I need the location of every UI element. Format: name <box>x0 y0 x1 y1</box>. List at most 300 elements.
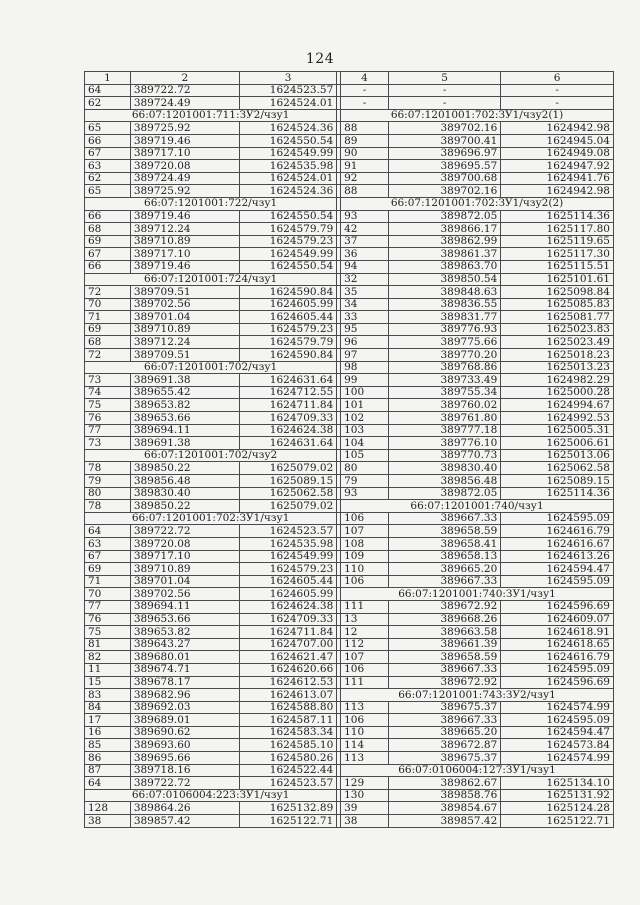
point-number: 80 <box>341 462 389 475</box>
point-number: 128 <box>85 802 131 815</box>
point-number: 66 <box>85 210 131 223</box>
coordinate-y: 1624523.57 <box>239 777 336 790</box>
coordinate-y: 1624573.84 <box>501 739 614 752</box>
coordinate-x: 389665.20 <box>388 726 500 739</box>
coordinate-x: 389701.04 <box>130 575 239 588</box>
coordinate-x: 389861.37 <box>388 248 500 261</box>
coordinate-x: 389667.33 <box>388 512 500 525</box>
coordinate-y: 1624707.00 <box>239 638 336 651</box>
table-row <box>85 386 614 399</box>
coordinate-x: 389733.49 <box>388 374 500 387</box>
coordinate-x: 389864.26 <box>130 802 239 815</box>
table-row <box>85 286 614 299</box>
point-number: 65 <box>85 122 131 135</box>
point-number: 75 <box>85 626 131 639</box>
point-number: 66 <box>85 260 131 273</box>
point-number: 87 <box>85 764 131 777</box>
point-number: 76 <box>85 613 131 626</box>
point-number: - <box>341 97 389 110</box>
table-row <box>85 449 614 462</box>
coordinate-x: 389682.96 <box>130 689 239 702</box>
point-number: 73 <box>85 374 131 387</box>
point-number: 76 <box>85 412 131 425</box>
point-number: 110 <box>341 726 389 739</box>
point-number: 13 <box>341 613 389 626</box>
point-number: 69 <box>85 323 131 336</box>
coordinate-x: 389712.24 <box>130 223 239 236</box>
point-number: 89 <box>341 134 389 147</box>
coordinate-y: 1624620.66 <box>239 663 336 676</box>
coordinate-y: 1624982.29 <box>501 374 614 387</box>
coordinate-y: 1624605.44 <box>239 311 336 324</box>
coordinate-x: 389700.68 <box>388 172 500 185</box>
coordinate-y: 1625000.28 <box>501 386 614 399</box>
coordinate-y: 1625089.15 <box>501 475 614 488</box>
coordinate-x: 389755.34 <box>388 386 500 399</box>
coordinate-y: 1624524.36 <box>239 122 336 135</box>
cadastral-section-title: 66:07:1201001:711:ЗУ2/чзу1 <box>85 109 337 122</box>
point-number: 64 <box>85 777 131 790</box>
table-row <box>85 399 614 412</box>
coordinate-x: 389775.66 <box>388 336 500 349</box>
coordinate-y: 1625131.92 <box>501 789 614 802</box>
coordinate-x: 389850.54 <box>388 273 500 286</box>
point-number: 110 <box>341 563 389 576</box>
coordinate-x: 389850.22 <box>130 462 239 475</box>
coordinate-y: 1625005.31 <box>501 424 614 437</box>
coordinate-y: 1624992.53 <box>501 412 614 425</box>
coordinate-x: 389672.92 <box>388 600 500 613</box>
coordinate-x: 389694.11 <box>130 424 239 437</box>
point-number: 11 <box>85 663 131 676</box>
coordinate-y: 1624945.04 <box>501 134 614 147</box>
coordinate-y: 1625006.61 <box>501 437 614 450</box>
point-number: 106 <box>341 575 389 588</box>
point-number: 96 <box>341 336 389 349</box>
column-header: 5 <box>388 72 500 85</box>
coordinate-y: 1624618.65 <box>501 638 614 651</box>
coordinate-x: 389719.46 <box>130 210 239 223</box>
table-row <box>85 663 614 676</box>
coordinate-x: 389856.48 <box>388 475 500 488</box>
table-row <box>85 160 614 173</box>
table-row <box>85 97 614 110</box>
coordinate-x: 389674.71 <box>130 663 239 676</box>
table-row <box>85 537 614 550</box>
point-number: 74 <box>85 386 131 399</box>
point-number: 98 <box>341 361 389 374</box>
point-number: 17 <box>85 714 131 727</box>
cadastral-section-title: 66:07:1201001:702/чзу1 <box>85 361 337 374</box>
coordinate-y: 1624605.99 <box>239 588 336 601</box>
table-row <box>85 714 614 727</box>
point-number: 91 <box>341 160 389 173</box>
table-row <box>85 500 614 513</box>
coordinate-y: 1625115.51 <box>501 260 614 273</box>
point-number: 72 <box>85 286 131 299</box>
table-row <box>85 525 614 538</box>
coordinate-x: 389653.82 <box>130 626 239 639</box>
coordinate-x: 389724.49 <box>130 172 239 185</box>
table-row <box>85 789 614 802</box>
point-number: 93 <box>341 487 389 500</box>
point-number: 88 <box>341 122 389 135</box>
point-number: 64 <box>85 84 131 97</box>
point-number: 38 <box>341 815 389 828</box>
coordinate-y: 1624942.98 <box>501 122 614 135</box>
table-row <box>85 311 614 324</box>
point-number: 16 <box>85 726 131 739</box>
coordinate-x: 389862.99 <box>388 235 500 248</box>
coordinate-x: 389709.51 <box>130 286 239 299</box>
coordinate-y: 1624941.76 <box>501 172 614 185</box>
coordinate-y: 1624613.07 <box>239 689 336 702</box>
table-row <box>85 764 614 777</box>
cadastral-section-title: 66:07:1201001:740:ЗУ1/чзу1 <box>341 588 614 601</box>
coordinate-x: 389663.58 <box>388 626 500 639</box>
point-number: 113 <box>341 752 389 765</box>
coordinate-x: 389857.42 <box>388 815 500 828</box>
table-row <box>85 550 614 563</box>
coordinate-x: 389854.67 <box>388 802 500 815</box>
coordinate-y: 1624595.09 <box>501 714 614 727</box>
point-number: 12 <box>341 626 389 639</box>
cadastral-section-title: 66:07:1201001:740/чзу1 <box>341 500 614 513</box>
point-number: 106 <box>341 663 389 676</box>
table-row <box>85 323 614 336</box>
coordinate-x: 389692.03 <box>130 701 239 714</box>
coordinate-y: 1624949.08 <box>501 147 614 160</box>
coordinate-y: 1624580.26 <box>239 752 336 765</box>
point-number: 73 <box>85 437 131 450</box>
column-header: 2 <box>130 72 239 85</box>
coordinate-y: 1625023.83 <box>501 323 614 336</box>
coordinate-x: 389702.56 <box>130 298 239 311</box>
table-row <box>85 134 614 147</box>
table-header-row <box>85 72 614 85</box>
coordinate-x: 389856.48 <box>130 475 239 488</box>
coordinate-y: 1624590.84 <box>239 349 336 362</box>
point-number: 33 <box>341 311 389 324</box>
point-number: 92 <box>341 172 389 185</box>
table-row <box>85 815 614 828</box>
point-number: 62 <box>85 97 131 110</box>
coordinate-y: 1624712.55 <box>239 386 336 399</box>
table-row <box>85 726 614 739</box>
coordinate-y: 1625062.58 <box>239 487 336 500</box>
point-number: 93 <box>341 210 389 223</box>
coordinate-x: 389717.10 <box>130 248 239 261</box>
coordinate-x: 389717.10 <box>130 147 239 160</box>
coordinate-y: 1625122.71 <box>501 815 614 828</box>
point-number: 86 <box>85 752 131 765</box>
coordinate-y: 1624605.44 <box>239 575 336 588</box>
point-number: - <box>341 84 389 97</box>
coordinate-x: 389667.33 <box>388 663 500 676</box>
point-number: 114 <box>341 739 389 752</box>
coordinate-y: 1624631.64 <box>239 437 336 450</box>
point-number: 62 <box>85 172 131 185</box>
coordinate-x: 389693.60 <box>130 739 239 752</box>
coordinate-x: 389691.38 <box>130 437 239 450</box>
point-number: 67 <box>85 550 131 563</box>
table-row <box>85 223 614 236</box>
coordinate-x: 389872.05 <box>388 487 500 500</box>
table-row <box>85 462 614 475</box>
coordinate-x: 389760.02 <box>388 399 500 412</box>
coordinate-y: 1625122.71 <box>239 815 336 828</box>
coordinate-y: 1624579.79 <box>239 336 336 349</box>
table-row <box>85 626 614 639</box>
coordinate-y: 1624609.07 <box>501 613 614 626</box>
point-number: 71 <box>85 575 131 588</box>
point-number: 71 <box>85 311 131 324</box>
coordinate-x: 389830.40 <box>388 462 500 475</box>
coordinate-x: 389653.66 <box>130 613 239 626</box>
coordinate-y: 1624524.36 <box>239 185 336 198</box>
table-row <box>85 802 614 815</box>
coordinate-y: 1624596.69 <box>501 676 614 689</box>
point-number: 66 <box>85 134 131 147</box>
coordinate-y: 1624596.69 <box>501 600 614 613</box>
table-row <box>85 374 614 387</box>
coordinate-x: - <box>388 97 500 110</box>
coordinate-y: 1624587.11 <box>239 714 336 727</box>
coordinate-x: 389724.49 <box>130 97 239 110</box>
point-number: 36 <box>341 248 389 261</box>
coordinate-y: 1625119.65 <box>501 235 614 248</box>
point-number: 88 <box>341 185 389 198</box>
point-number: 63 <box>85 537 131 550</box>
point-number: 79 <box>85 475 131 488</box>
point-number: 100 <box>341 386 389 399</box>
point-number: 107 <box>341 651 389 664</box>
coordinate-x: 389720.08 <box>130 160 239 173</box>
coordinate-y: 1624535.98 <box>239 160 336 173</box>
point-number: 83 <box>85 689 131 702</box>
coordinate-y: 1624524.01 <box>239 172 336 185</box>
coordinate-y: 1625023.49 <box>501 336 614 349</box>
coordinate-x: 389862.67 <box>388 777 500 790</box>
table-row <box>85 437 614 450</box>
coordinate-y: 1624709.33 <box>239 412 336 425</box>
coordinate-y: 1625098.84 <box>501 286 614 299</box>
point-number: 113 <box>341 701 389 714</box>
coordinate-x: 389695.57 <box>388 160 500 173</box>
coordinate-y: 1624550.54 <box>239 210 336 223</box>
point-number: 101 <box>341 399 389 412</box>
point-number: 85 <box>85 739 131 752</box>
coordinate-y: 1625079.02 <box>239 462 336 475</box>
coordinate-x: 389655.42 <box>130 386 239 399</box>
coordinate-x: 389643.27 <box>130 638 239 651</box>
coordinate-y: 1624595.09 <box>501 512 614 525</box>
coordinate-y: 1624612.53 <box>239 676 336 689</box>
coordinate-y: 1625013.06 <box>501 449 614 462</box>
table-row <box>85 752 614 765</box>
coordinate-x: 389672.87 <box>388 739 500 752</box>
coordinate-y: 1624585.10 <box>239 739 336 752</box>
coordinate-x: 389722.72 <box>130 777 239 790</box>
table-row <box>85 424 614 437</box>
point-number: 81 <box>85 638 131 651</box>
point-number: 68 <box>85 336 131 349</box>
table-row <box>85 638 614 651</box>
cadastral-section-title: 66:07:0106004:127:ЗУ1/чзу1 <box>341 764 614 777</box>
coordinate-y: 1625134.10 <box>501 777 614 790</box>
coordinate-y: 1625079.02 <box>239 500 336 513</box>
coordinate-x: 389691.38 <box>130 374 239 387</box>
coordinate-y: 1625085.83 <box>501 298 614 311</box>
point-number: 108 <box>341 537 389 550</box>
coordinate-x: 389725.92 <box>130 122 239 135</box>
coordinate-y: 1624595.09 <box>501 663 614 676</box>
coordinate-x: 389658.41 <box>388 537 500 550</box>
coordinate-y: 1624549.99 <box>239 248 336 261</box>
point-number: 63 <box>85 160 131 173</box>
coordinate-x: 389830.40 <box>130 487 239 500</box>
table-row <box>85 412 614 425</box>
column-header: 6 <box>501 72 614 85</box>
point-number: 105 <box>341 449 389 462</box>
coordinate-x: 389836.55 <box>388 298 500 311</box>
coordinate-y: 1625018.23 <box>501 349 614 362</box>
coordinate-y: 1625081.77 <box>501 311 614 324</box>
table-row <box>85 122 614 135</box>
coordinate-x: 389702.56 <box>130 588 239 601</box>
point-number: 90 <box>341 147 389 160</box>
coordinate-y: 1624595.09 <box>501 575 614 588</box>
coordinate-y: 1624579.23 <box>239 563 336 576</box>
table-row <box>85 349 614 362</box>
coordinate-x: 389658.13 <box>388 550 500 563</box>
point-number: 95 <box>341 323 389 336</box>
cadastral-section-title: 66:07:1201001:743:ЗУ2/чзу1 <box>341 689 614 702</box>
table-row <box>85 197 614 210</box>
table-row <box>85 575 614 588</box>
coordinate-x: - <box>388 84 500 97</box>
point-number: 80 <box>85 487 131 500</box>
point-number: 94 <box>341 260 389 273</box>
point-number: 72 <box>85 349 131 362</box>
table-row <box>85 600 614 613</box>
point-number: 67 <box>85 248 131 261</box>
coordinate-x: 389712.24 <box>130 336 239 349</box>
table-row <box>85 651 614 664</box>
cadastral-section-title: 66:07:1201001:702:ЗУ1/чзу1 <box>85 512 337 525</box>
coordinate-x: 389776.10 <box>388 437 500 450</box>
coordinate-y: 1624624.38 <box>239 424 336 437</box>
coordinate-x: 389761.80 <box>388 412 500 425</box>
coordinates-table <box>84 71 614 828</box>
cadastral-section-title: 66:07:1201001:722/чзу1 <box>85 197 337 210</box>
table-row <box>85 185 614 198</box>
point-number: 99 <box>341 374 389 387</box>
coordinate-y: 1624605.99 <box>239 298 336 311</box>
column-header: 3 <box>239 72 336 85</box>
coordinate-x: 389702.16 <box>388 122 500 135</box>
coordinate-y: 1624618.91 <box>501 626 614 639</box>
point-number: 77 <box>85 424 131 437</box>
cadastral-section-title: 66:07:0106004:223:ЗУ1/чзу1 <box>85 789 337 802</box>
coordinate-x: 389653.66 <box>130 412 239 425</box>
table-row <box>85 84 614 97</box>
coordinate-x: 389680.01 <box>130 651 239 664</box>
coordinate-y: 1624550.54 <box>239 134 336 147</box>
point-number: 38 <box>85 815 131 828</box>
coordinate-x: 389776.93 <box>388 323 500 336</box>
table-row <box>85 248 614 261</box>
point-number: 111 <box>341 600 389 613</box>
table-row <box>85 777 614 790</box>
coordinate-y: 1624549.99 <box>239 550 336 563</box>
point-number: 69 <box>85 563 131 576</box>
table-row <box>85 613 614 626</box>
coordinate-y: 1624994.67 <box>501 399 614 412</box>
point-number: 67 <box>85 147 131 160</box>
coordinate-y: 1625124.28 <box>501 802 614 815</box>
point-number: 68 <box>85 223 131 236</box>
table-row <box>85 361 614 374</box>
table-row <box>85 739 614 752</box>
coordinate-x: 389678.17 <box>130 676 239 689</box>
coordinate-x: 389857.42 <box>130 815 239 828</box>
coordinate-x: 389850.22 <box>130 500 239 513</box>
coordinate-y: 1624579.23 <box>239 235 336 248</box>
coordinate-x: 389872.05 <box>388 210 500 223</box>
coordinate-y: 1625062.58 <box>501 462 614 475</box>
coordinate-x: 389667.33 <box>388 714 500 727</box>
coordinate-y: 1624631.64 <box>239 374 336 387</box>
point-number: 106 <box>341 714 389 727</box>
coordinate-x: 389658.59 <box>388 525 500 538</box>
point-number: 42 <box>341 223 389 236</box>
coordinate-y: 1625013.23 <box>501 361 614 374</box>
table-row <box>85 298 614 311</box>
point-number: 102 <box>341 412 389 425</box>
coordinate-x: 389863.70 <box>388 260 500 273</box>
coordinate-y: 1624579.79 <box>239 223 336 236</box>
coordinate-x: 389665.20 <box>388 563 500 576</box>
coordinate-y: 1624594.47 <box>501 726 614 739</box>
coordinate-x: 389719.46 <box>130 134 239 147</box>
coordinate-x: 389722.72 <box>130 84 239 97</box>
coordinate-x: 389718.16 <box>130 764 239 777</box>
coordinate-x: 389710.89 <box>130 235 239 248</box>
point-number: 35 <box>341 286 389 299</box>
point-number: 106 <box>341 512 389 525</box>
coordinate-x: 389770.73 <box>388 449 500 462</box>
coordinate-x: 389858.76 <box>388 789 500 802</box>
table-row <box>85 147 614 160</box>
column-header: 1 <box>85 72 131 85</box>
point-number: 129 <box>341 777 389 790</box>
coordinate-x: 389700.41 <box>388 134 500 147</box>
coordinate-x: 389770.20 <box>388 349 500 362</box>
table-row <box>85 475 614 488</box>
point-number: 84 <box>85 701 131 714</box>
page-number: 124 <box>305 51 335 67</box>
cadastral-section-title: 66:07:1201001:724/чзу1 <box>85 273 337 286</box>
coordinate-y: 1624942.98 <box>501 185 614 198</box>
coordinate-x: 389722.72 <box>130 525 239 538</box>
point-number: 75 <box>85 399 131 412</box>
point-number: 65 <box>85 185 131 198</box>
point-number: 112 <box>341 638 389 651</box>
table-row <box>85 172 614 185</box>
coordinate-y: 1625117.80 <box>501 223 614 236</box>
table-row <box>85 109 614 122</box>
